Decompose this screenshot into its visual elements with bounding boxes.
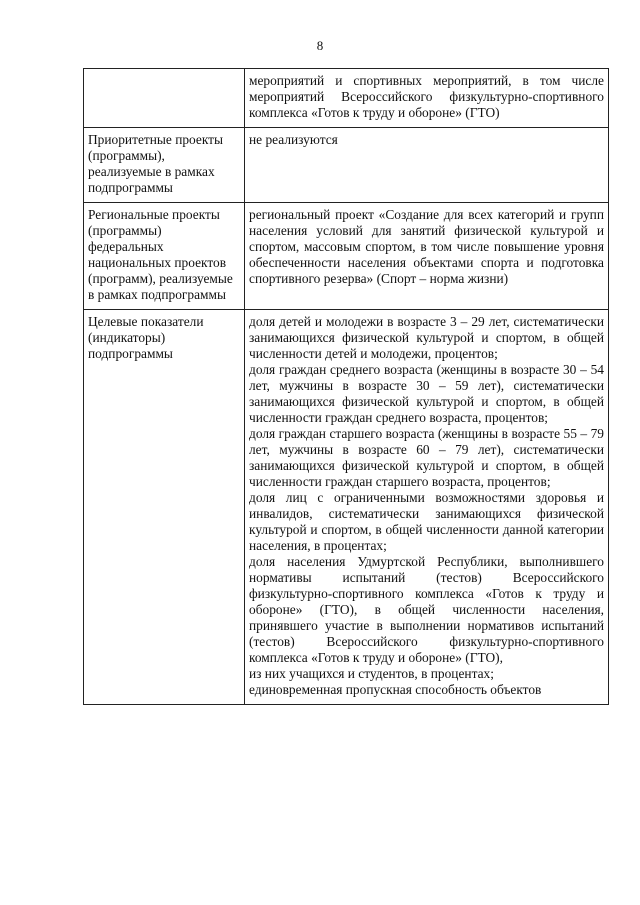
table-row (84, 128, 609, 203)
content-paragraph: доля населения Удмуртской Республики, выполнившего нормативы испытаний (тестов) Всероссийского физкультурно-спортивного комплекса «Готов к труду и обороне» (ГТО), в общей численности населения, принявшего участие в выполнении нормативов испытаний (тестов) Всероссийского физкультурно-спортивного комплекса «Готов к труду и обороне» (ГТО), (249, 554, 604, 665)
content-paragraph: доля граждан среднего возраста (женщины в возрасте 30 – 54 лет, мужчины в возрасте 30 – 59 лет), систематически занимающихся физической культурой и спортом, в общей численности граждан среднего возраста, процентов; (249, 362, 604, 425)
content-paragraph: доля лиц с ограниченными возможностями здоровья и инвалидов, систематически занимающихся физической культурой и спортом, в общей численности данной категории населения, в процентах; (249, 490, 604, 553)
row-content (245, 310, 609, 705)
content-paragraph: из них учащихся и студентов, в процентах; (249, 666, 494, 681)
row-label (84, 69, 245, 128)
row-label: Целевые показатели (индикаторы) подпрограммы (84, 310, 245, 705)
subprogram-passport-table (83, 68, 609, 705)
content-paragraph: региональный проект «Создание для всех категорий и групп населения условий для занятий физической культурой и спортом, массовым спортом, в том числе повышение уровня обеспеченности населения объектами спорта и подготовка спортивного резерва» (Спорт – норма жизни) (249, 207, 604, 286)
row-label: Приоритетные проекты (программы), реализуемые в рамках подпрограммы (84, 128, 245, 203)
content-paragraph: мероприятий и спортивных мероприятий, в том числе мероприятий Всероссийского физкультурно-спортивного комплекса «Готов к труду и обороне» (ГТО) (249, 73, 604, 120)
row-content (245, 203, 609, 310)
content-paragraph: не реализуются (249, 132, 338, 147)
content-paragraph: доля граждан старшего возраста (женщины в возрасте 55 – 79 лет, мужчины в возрасте 60 – 79 лет), систематически занимающихся физической культурой и спортом, в общей численности граждан старшего возраста, процентов; (249, 426, 604, 489)
row-label: Региональные проекты (программы) федеральных национальных проектов (программ), реализуемые в рамках подпрограммы (84, 203, 245, 310)
row-content (245, 69, 609, 128)
row-content (245, 128, 609, 203)
page-number: 8 (316, 38, 324, 53)
content-paragraph: доля детей и молодежи в возрасте 3 – 29 лет, систематически занимающихся физической культурой и спортом, в общей численности детей и молодежи, процентов; (249, 314, 604, 361)
table-row (84, 310, 609, 705)
content-paragraph: единовременная пропускная способность объектов (249, 682, 542, 697)
table-row (84, 203, 609, 310)
table-row (84, 69, 609, 128)
